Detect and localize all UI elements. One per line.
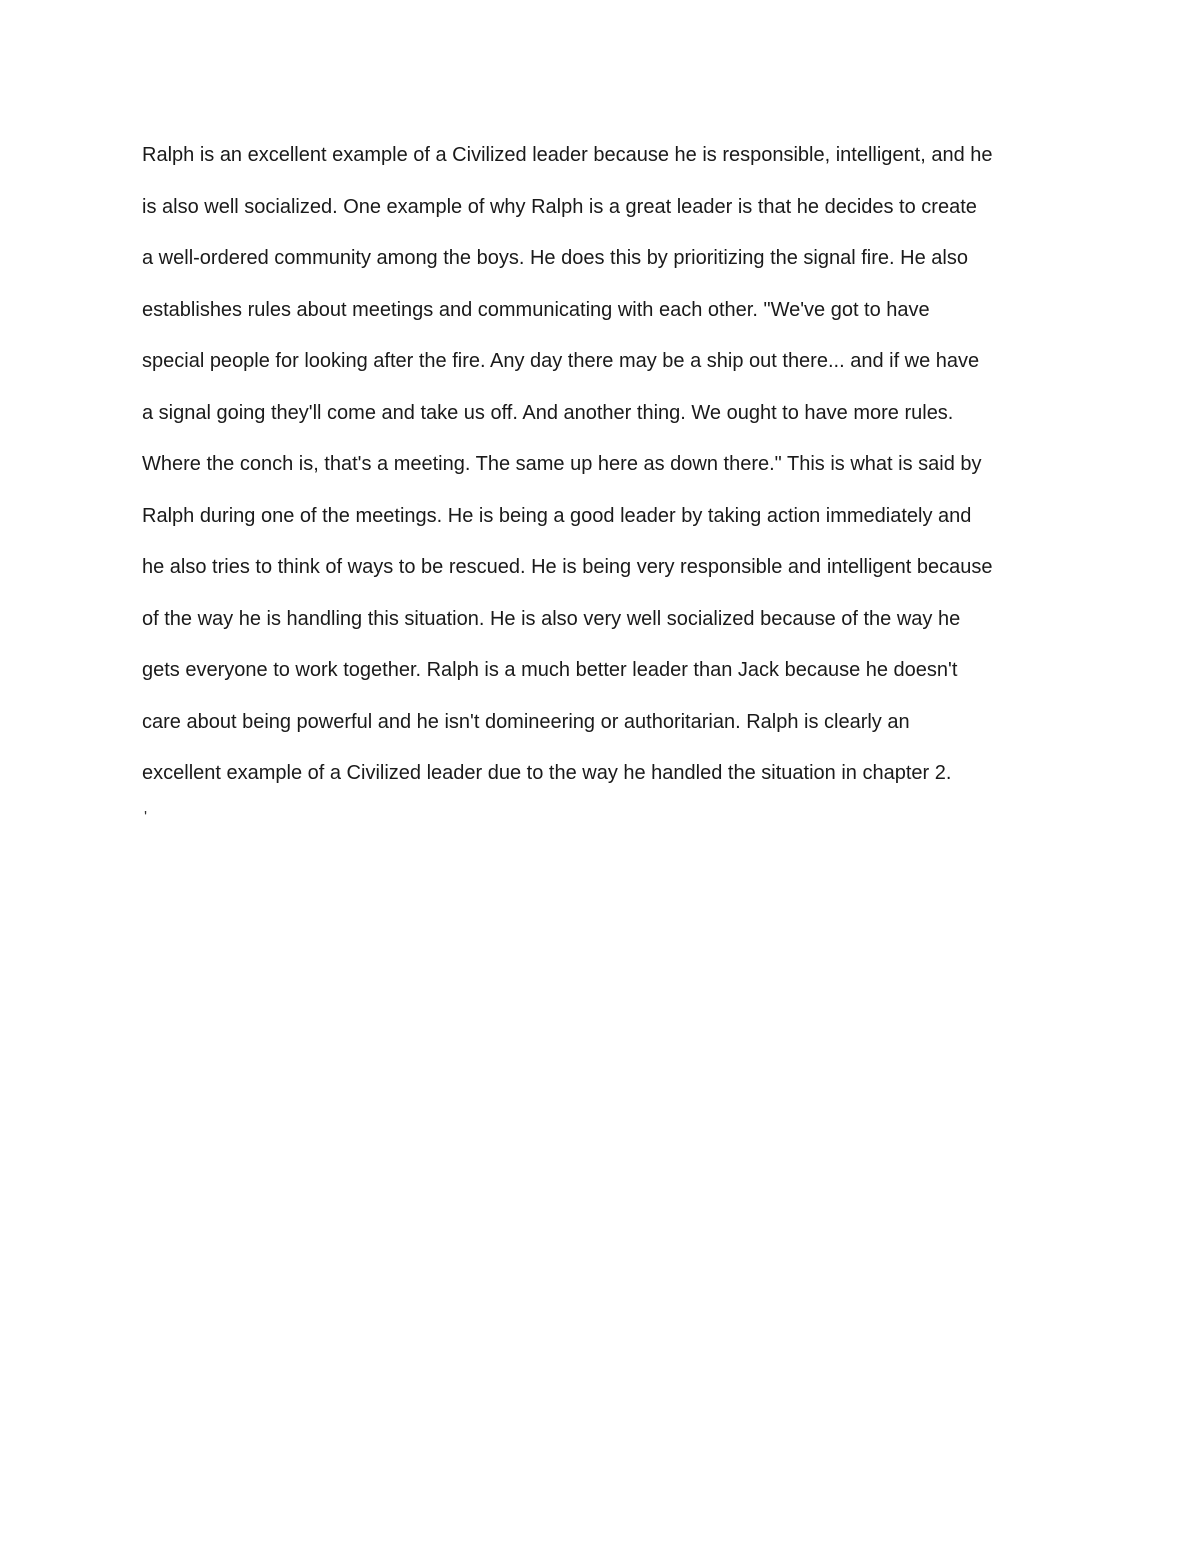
paragraph-line: Ralph during one of the meetings. He is being a good leader by taking action immediately and bbox=[142, 504, 972, 527]
paragraph-line: special people for looking after the fire. Any day there may be a ship out there... and if we have bbox=[142, 350, 980, 372]
essay-paragraph bbox=[142, 137, 1082, 807]
paragraph-line: Ralph is an excellent example of a Civilized leader because he is responsible, intelligent, and he bbox=[142, 144, 993, 166]
paragraph-line: a signal going they'll come and take us off. And another thing. We ought to have more rules. bbox=[142, 401, 954, 424]
paragraph-line: Where the conch is, that's a meeting. The same up here as down there." This is what is said by bbox=[142, 453, 982, 475]
paragraph-line: care about being powerful and he isn't domineering or authoritarian. Ralph is clearly an bbox=[142, 710, 910, 733]
paragraph-line: is also well socialized. One example of why Ralph is a great leader is that he decides to create bbox=[142, 195, 977, 218]
stray-apostrophe: ' bbox=[144, 809, 148, 826]
paragraph-line: he also tries to think of ways to be rescued. He is being very responsible and intelligent because bbox=[142, 556, 993, 578]
paragraph-line: establishes rules about meetings and communicating with each other. "We've got to have bbox=[142, 298, 930, 321]
paragraph-line: gets everyone to work together. Ralph is a much better leader than Jack because he doesn't bbox=[142, 659, 958, 681]
paragraph-line: a well-ordered community among the boys. He does this by prioritizing the signal fire. He also bbox=[142, 247, 968, 269]
paragraph-line: excellent example of a Civilized leader due to the way he handled the situation in chapter 2. bbox=[142, 762, 952, 784]
paragraph-line: of the way he is handling this situation. He is also very well socialized because of the way he bbox=[142, 607, 961, 630]
